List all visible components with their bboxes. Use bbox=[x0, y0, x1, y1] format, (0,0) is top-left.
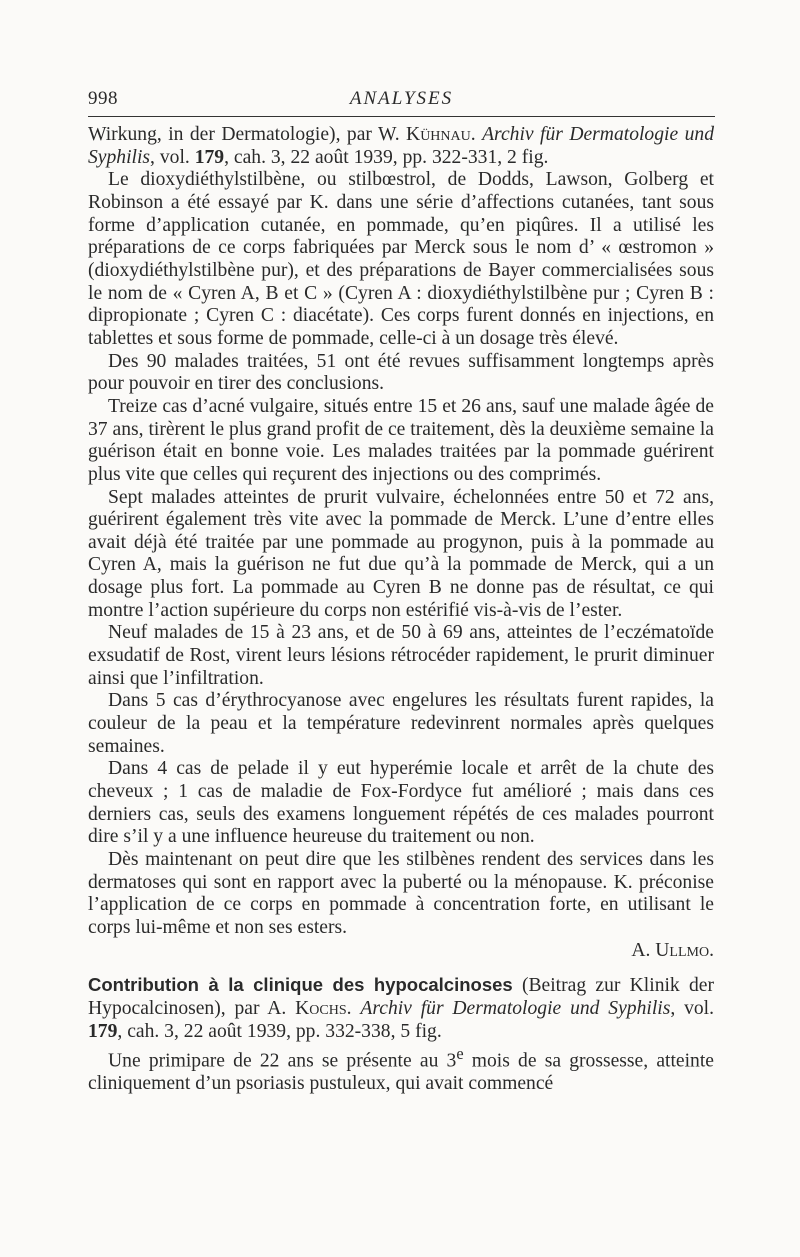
paragraph-text: mois de sa grossesse, atteinte cliniquement d’un psoriasis pustuleux, qui avait commencé bbox=[88, 1050, 714, 1095]
page-number: 998 bbox=[88, 88, 118, 109]
article1-paragraph-6: Dans 5 cas d’érythrocyanose avec engelures les résultats furent rapides, la couleur de la peau et la température redevinrent normales après quelques semaines. bbox=[88, 690, 714, 757]
article1-signature: A. Ullmo. bbox=[631, 939, 714, 961]
superscript: e bbox=[456, 1044, 464, 1064]
journal-title: Archiv für Dermatologie und Syphilis bbox=[88, 124, 714, 168]
article1-paragraph-1: Le dioxydiéthylstilbène, ou stilbœstrol, de Dodds, Lawson, Golberg et Robinson a été essayé par K. dans une série d’affections cutanées, tant sous forme d’application cutanée, en pommade, qu’en piqûres. Il a utilisé les préparations de ce corps fabriquées par Merck sous le nom d’ « œstromon » (dioxydiéthylstilbène pur), et des préparations de Bayer commercialisées sous le nom de « Cyren A, B et C » (Cyren A : dioxydiéthylstilbène pur ; Cyren B : dipropionate ; Cyren C : diacétate). Ces corps furent donnés en injections, en tablettes et sous forme de pommade, celle-ci à un dosage très élevé. bbox=[88, 169, 714, 349]
reference-text: . bbox=[470, 124, 483, 145]
running-title: ANALYSES bbox=[349, 88, 454, 109]
article1-reference bbox=[88, 124, 714, 169]
article1-paragraph-7: Dans 4 cas de pelade il y eut hyperémie locale et arrêt de la chute des cheveux ; 1 cas de maladie de Fox-Fordyce fut amélioré ; mais dans ces derniers cas, seuls des examens longuement répétés de ces malades pourront dire s’il y a une influence heureuse du traitement ou non. bbox=[88, 758, 714, 848]
volume-number: 179 bbox=[194, 146, 225, 168]
article2-title: Contribution à la clinique des hypocalcinoses bbox=[88, 974, 513, 996]
article1-paragraph-2: Des 90 malades traitées, 51 ont été revues suffisamment longtemps après pour pouvoir en tirer des conclusions. bbox=[88, 350, 714, 395]
article1-paragraph-8: Dès maintenant on peut dire que les stilbènes rendent des services dans les dermatoses qui sont en rapport avec la puberté ou la ménopause. K. préconise l’application de ce corps en pommade à concentration forte, en utilisant le corps lui-même et non ses esters. bbox=[88, 849, 714, 938]
reference-text: , vol. bbox=[670, 997, 715, 1019]
article1-paragraph-4: Sept malades atteintes de prurit vulvaire, échelonnées entre 50 et 72 ans, guérirent également très vite avec la pommade de Merck. L’une d’entre elles avait déjà été traitée par une pommade au progynon, puis à la pommade au Cyren A, mais la guérison ne fut due qu’à la pommade de Merck, qui a un dosage plus fort. La pommade au Cyren B ne donne pas de résultat, ce qui montre l’action supérieure du corps non estérifié vis-à-vis de l’ester. bbox=[88, 486, 714, 621]
reference-text: (Beitrag zur Klinik der Hypocalcinosen), par A. bbox=[88, 975, 714, 1019]
page-header bbox=[88, 86, 715, 117]
article2-paragraph-1 bbox=[88, 1043, 714, 1096]
reference-text: , cah. 3, 22 août 1939, pp. 332-338, 5 fig. bbox=[117, 1020, 442, 1042]
article1-paragraph-5: Neuf malades de 15 à 23 ans, et de 50 à 69 ans, atteintes de l’eczématoïde exsudatif de Rost, virent leurs lésions rétrocéder rapidement, le prurit diminuer ainsi que l’infiltration. bbox=[88, 622, 714, 689]
journal-title: Archiv für Dermatologie und Syphilis bbox=[360, 997, 671, 1019]
reference-text: , vol. bbox=[150, 146, 195, 168]
author-name: Kühnau bbox=[406, 124, 471, 145]
volume-number: 179 bbox=[88, 1020, 118, 1042]
article2-reference bbox=[88, 974, 714, 1043]
reference-text: , cah. 3, 22 août 1939, pp. 322-331, 2 fig. bbox=[224, 146, 549, 168]
page-body bbox=[88, 124, 714, 1096]
reference-text: . bbox=[346, 997, 361, 1019]
article1-paragraph-3: Treize cas d’acné vulgaire, situés entre 15 et 26 ans, sauf une malade âgée de 37 ans, tirèrent le plus grand profit de ce traitement, dès la deuxième semaine la guérison était en bonne voie. Les malades traitées par la pommade guérirent plus vite que celles qui reçurent des injections ou des comprimés. bbox=[88, 395, 714, 485]
author-name: Kochs bbox=[295, 997, 347, 1019]
reference-text: Wirkung, in der Dermatologie), par W. bbox=[88, 124, 407, 145]
paragraph-text: Une primipare de 22 ans se présente au 3 bbox=[108, 1050, 457, 1072]
